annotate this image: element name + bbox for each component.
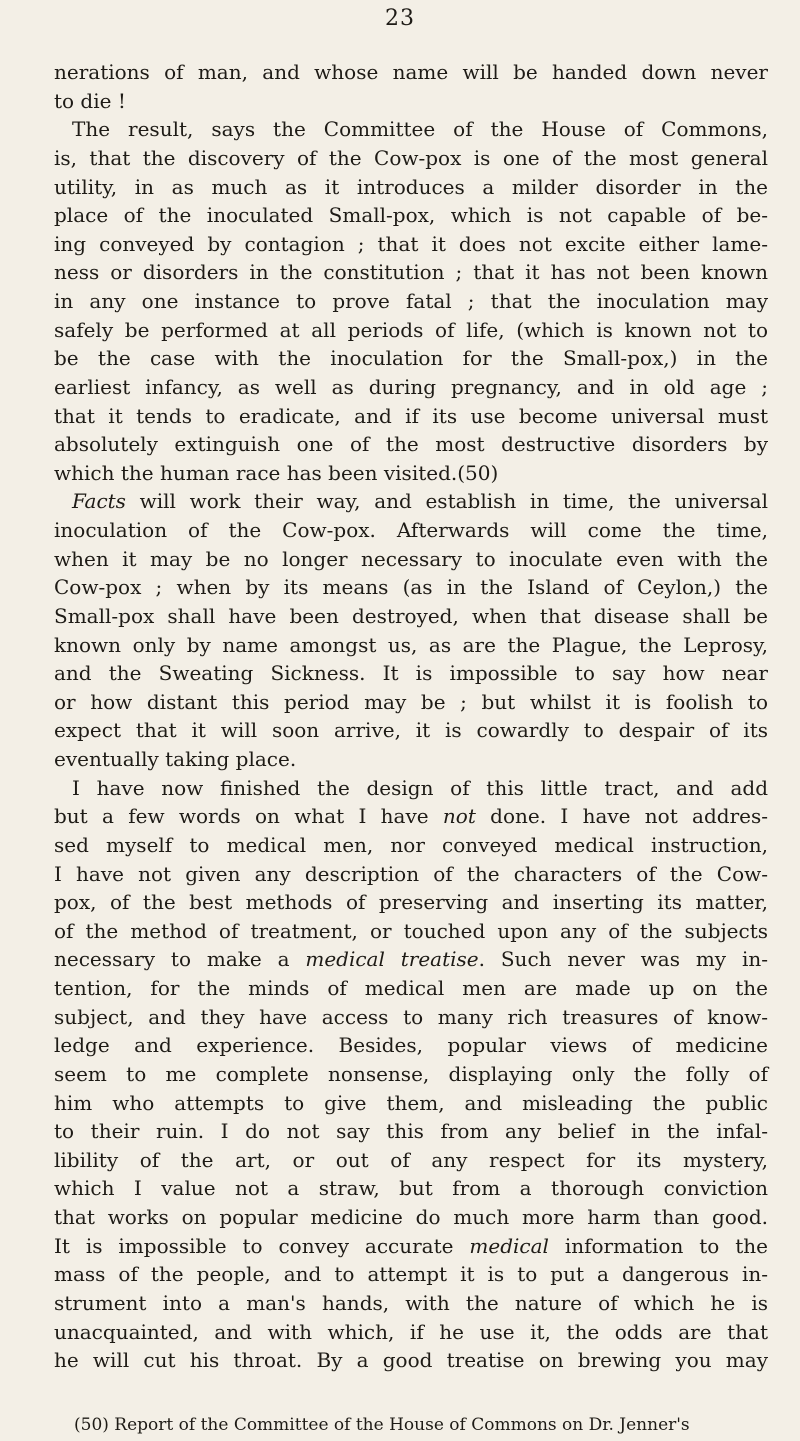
text-segment: I have not given any description of the characters of the Cow- bbox=[54, 861, 768, 886]
text-line bbox=[54, 258, 768, 287]
text-segment: safely be performed at all periods of life, (which is known not to bbox=[54, 317, 768, 342]
text-line bbox=[54, 115, 768, 144]
text-line bbox=[54, 1346, 768, 1375]
text-line bbox=[54, 87, 768, 116]
text-line bbox=[54, 945, 768, 974]
text-line bbox=[54, 1260, 768, 1289]
text-line bbox=[54, 745, 768, 774]
text-line bbox=[54, 631, 768, 660]
text-segment: seem to me complete nonsense, displaying only the folly of bbox=[54, 1061, 768, 1086]
text-segment: libility of the art, or out of any respect for its mystery, bbox=[54, 1147, 768, 1172]
text-segment: subject, and they have access to many rich treasures of know- bbox=[54, 1004, 768, 1029]
text-segment: him who attempts to give them, and misleading the public bbox=[54, 1090, 768, 1115]
text-segment: nerations of man, and whose name will be handed down never bbox=[54, 60, 768, 84]
italic-text: Facts bbox=[72, 489, 126, 514]
text-segment: information to the bbox=[548, 1233, 768, 1258]
text-line bbox=[54, 1318, 768, 1347]
text-line bbox=[54, 545, 768, 574]
text-segment: or how distant this period may be ; but whilst it is foolish to bbox=[54, 689, 768, 714]
text-segment: expect that it will soon arrive, it is cowardly to despair of its bbox=[54, 718, 768, 743]
text-line bbox=[54, 1117, 768, 1146]
text-line bbox=[54, 1289, 768, 1318]
text-line bbox=[54, 344, 768, 373]
text-line bbox=[54, 144, 768, 173]
body-text bbox=[54, 58, 768, 1375]
footnote: (50) Report of the Committee of the House of Commons on Dr. Jenner's bbox=[74, 1415, 690, 1435]
text-segment: tention, for the minds of medical men are made up on the bbox=[54, 976, 768, 1000]
text-segment: ness or disorders in the constitution ; that it has not been known bbox=[54, 260, 768, 285]
text-segment: he will cut his throat. By a good treatise on brewing you may bbox=[54, 1348, 768, 1373]
text-line bbox=[54, 516, 768, 545]
italic-text: medical treatise bbox=[305, 947, 479, 972]
text-line bbox=[54, 659, 768, 688]
text-segment: I have now finished the design of this little tract, and add bbox=[72, 775, 768, 800]
text-line bbox=[54, 230, 768, 259]
text-segment: will work their way, and establish in time, the universal bbox=[125, 489, 768, 514]
text-line bbox=[54, 860, 768, 889]
text-line bbox=[54, 688, 768, 717]
text-segment: utility, in as much as it introduces a milder disorder in the bbox=[54, 174, 768, 199]
text-segment: eventually taking place. bbox=[54, 747, 297, 771]
italic-text: not bbox=[442, 804, 476, 829]
text-segment: which I value not a straw, but from a thorough conviction bbox=[54, 1176, 768, 1201]
text-segment: Cow-pox ; when by its means (as in the Island of Ceylon,) the bbox=[54, 575, 768, 600]
text-line bbox=[54, 831, 768, 860]
text-segment: unacquainted, and with which, if he use it, the odds are that bbox=[54, 1319, 768, 1344]
text-segment: absolutely extinguish one of the most destructive disorders by bbox=[54, 432, 768, 457]
text-line bbox=[54, 402, 768, 431]
text-segment: necessary to make a bbox=[54, 947, 306, 972]
text-segment: mass of the people, and to attempt it is to put a dangerous in- bbox=[54, 1262, 768, 1287]
text-segment: ledge and experience. Besides, popular views of medicine bbox=[54, 1033, 768, 1058]
text-line bbox=[54, 487, 768, 516]
text-line bbox=[54, 1060, 768, 1089]
text-line bbox=[54, 173, 768, 202]
text-segment: and the Sweating Sickness. It is impossible to say how near bbox=[54, 661, 768, 686]
text-line bbox=[54, 1003, 768, 1032]
text-line bbox=[54, 802, 768, 831]
text-line bbox=[54, 373, 768, 402]
text-segment: that works on popular medicine do much more harm than good. bbox=[54, 1205, 768, 1229]
text-line bbox=[54, 573, 768, 602]
text-line bbox=[54, 1089, 768, 1118]
text-line bbox=[54, 974, 768, 1003]
text-line bbox=[54, 1203, 768, 1232]
text-segment: inoculation of the Cow-pox. Afterwards will come the time, bbox=[54, 518, 768, 542]
text-segment: of the method of treatment, or touched upon any of the subjects bbox=[54, 918, 768, 943]
text-segment: . Such never was my in- bbox=[478, 947, 768, 972]
text-segment: done. I have not addres- bbox=[475, 804, 769, 829]
text-segment: when it may be no longer necessary to inoculate even with the bbox=[54, 546, 768, 571]
text-segment: to die ! bbox=[54, 88, 126, 113]
text-segment: is, that the discovery of the Cow-pox is one of the most general bbox=[54, 145, 768, 170]
text-line bbox=[54, 1031, 768, 1060]
text-line bbox=[54, 1174, 768, 1203]
text-segment: sed myself to medical men, nor conveyed medical instruction, bbox=[54, 832, 768, 857]
text-line bbox=[54, 602, 768, 631]
text-segment: be the case with the inoculation for the Small-pox,) in the bbox=[54, 346, 768, 371]
text-line bbox=[54, 774, 768, 803]
text-line bbox=[54, 888, 768, 917]
text-segment: strument into a man's hands, with the nature of which he is bbox=[54, 1290, 768, 1315]
text-line bbox=[54, 1232, 768, 1261]
text-line bbox=[54, 716, 768, 745]
text-segment: The result, says the Committee of the House of Commons, bbox=[72, 117, 768, 142]
text-segment: to their ruin. I do not say this from any belief in the infal- bbox=[54, 1119, 768, 1144]
text-segment: which the human race has been visited.(50) bbox=[54, 460, 499, 485]
italic-text: medical bbox=[469, 1233, 549, 1258]
text-line bbox=[54, 201, 768, 230]
text-segment: earliest infancy, as well as during pregnancy, and in old age ; bbox=[54, 374, 768, 399]
text-line bbox=[54, 1146, 768, 1175]
text-line bbox=[54, 459, 768, 488]
text-line bbox=[54, 58, 768, 87]
text-segment: Small-pox shall have been destroyed, when that disease shall be bbox=[54, 603, 768, 628]
text-line bbox=[54, 917, 768, 946]
text-segment: place of the inoculated Small-pox, which is not capable of be- bbox=[54, 203, 768, 228]
text-line bbox=[54, 316, 768, 345]
text-segment: It is impossible to convey accurate bbox=[54, 1233, 470, 1258]
text-line bbox=[54, 430, 768, 459]
text-segment: pox, of the best methods of preserving and inserting its matter, bbox=[54, 890, 768, 915]
page-number: 23 bbox=[385, 6, 415, 31]
text-segment: ing conveyed by contagion ; that it does not excite either lame- bbox=[54, 231, 768, 256]
text-segment: known only by name amongst us, as are the Plague, the Leprosy, bbox=[54, 632, 768, 657]
text-line bbox=[54, 287, 768, 316]
text-segment: in any one instance to prove fatal ; that the inoculation may bbox=[54, 289, 768, 313]
text-segment: but a few words on what I have bbox=[54, 804, 443, 829]
text-segment: that it tends to eradicate, and if its use become universal must bbox=[54, 403, 768, 428]
